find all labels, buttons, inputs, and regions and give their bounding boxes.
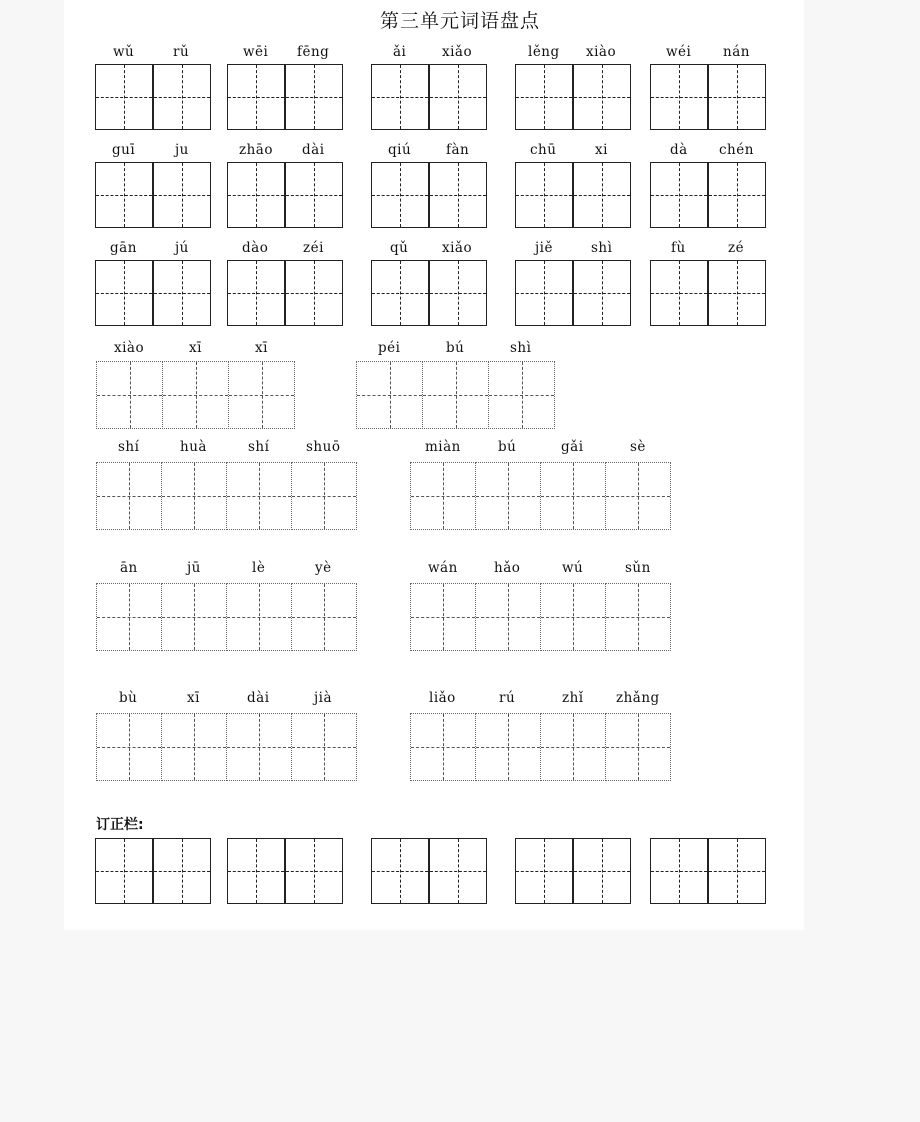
writing-cell [540, 713, 606, 781]
pinyin-label: ǎi [393, 44, 407, 60]
pinyin-label: lè [252, 560, 266, 576]
pinyin-label: lěng [528, 44, 560, 60]
writing-cell [291, 462, 357, 530]
pinyin-label: qiú [388, 142, 412, 158]
writing-cell [96, 361, 163, 429]
pinyin-label: fēng [297, 44, 330, 60]
pinyin-label: miàn [425, 439, 461, 455]
writing-cell [488, 361, 555, 429]
writing-cell [475, 583, 541, 651]
writing-cell [422, 361, 489, 429]
writing-cell [153, 838, 211, 904]
pinyin-label: gān [110, 240, 137, 256]
writing-cell [650, 838, 708, 904]
pinyin-label: shí [118, 439, 140, 455]
writing-cell [708, 838, 766, 904]
pinyin-label: xiǎo [442, 240, 473, 256]
pinyin-label: zhāo [239, 142, 273, 158]
pinyin-label: wǔ [113, 44, 135, 60]
pinyin-label: ān [120, 560, 138, 576]
writing-cell [95, 64, 153, 130]
writing-cell [96, 583, 162, 651]
writing-cell [605, 462, 671, 530]
pinyin-label: chū [530, 142, 557, 158]
writing-cell [573, 260, 631, 326]
writing-cell [540, 462, 606, 530]
pinyin-label: wēi [243, 44, 269, 60]
writing-cell [227, 64, 285, 130]
writing-cell [371, 838, 429, 904]
pinyin-label: zhǎng [616, 690, 660, 706]
pinyin-label: hǎo [494, 560, 521, 576]
pinyin-label: xī [189, 340, 202, 356]
writing-cell [515, 260, 573, 326]
writing-cell [227, 260, 285, 326]
writing-cell [96, 462, 162, 530]
pinyin-label: wéi [666, 44, 692, 60]
writing-cell [227, 838, 285, 904]
writing-cell [410, 583, 476, 651]
page-title: 第三单元词语盘点 [379, 10, 540, 32]
writing-cell [95, 838, 153, 904]
writing-cell [161, 583, 227, 651]
pinyin-label: sè [630, 439, 646, 455]
writing-cell [410, 462, 476, 530]
writing-cell [291, 583, 357, 651]
writing-cell [708, 64, 766, 130]
writing-cell [226, 462, 292, 530]
pinyin-label: chén [719, 142, 754, 158]
pinyin-label: zé [728, 240, 745, 256]
writing-cell [429, 260, 487, 326]
writing-cell [226, 583, 292, 651]
pinyin-label: xī [255, 340, 268, 356]
correction-label: 订正栏: [96, 817, 144, 833]
writing-cell [650, 260, 708, 326]
pinyin-label: xi [595, 142, 608, 158]
writing-cell [540, 583, 606, 651]
writing-cell [153, 162, 211, 228]
writing-cell [650, 64, 708, 130]
writing-cell [285, 64, 343, 130]
writing-cell [371, 64, 429, 130]
writing-cell [226, 713, 292, 781]
writing-cell [429, 64, 487, 130]
pinyin-label: wán [428, 560, 458, 576]
pinyin-label: qǔ [390, 240, 409, 256]
pinyin-label: jià [314, 690, 333, 706]
writing-cell [708, 260, 766, 326]
writing-cell [96, 713, 162, 781]
writing-cell [285, 260, 343, 326]
pinyin-label: xiǎo [442, 44, 473, 60]
writing-cell [356, 361, 423, 429]
pinyin-label: wú [562, 560, 584, 576]
pinyin-label: fù [671, 240, 686, 256]
writing-cell [291, 713, 357, 781]
pinyin-label: yè [315, 560, 332, 576]
pinyin-label: nán [723, 44, 750, 60]
pinyin-label: shuō [306, 439, 341, 455]
writing-cell [161, 713, 227, 781]
pinyin-label: guī [112, 142, 136, 158]
pinyin-label: bù [119, 690, 138, 706]
writing-cell [650, 162, 708, 228]
writing-cell [95, 162, 153, 228]
writing-cell [285, 162, 343, 228]
pinyin-label: bú [446, 340, 465, 356]
writing-cell [605, 583, 671, 651]
writing-cell [475, 462, 541, 530]
writing-cell [285, 838, 343, 904]
pinyin-label: jiě [535, 240, 553, 256]
pinyin-label: dà [670, 142, 688, 158]
writing-cell [605, 713, 671, 781]
pinyin-label: ju [175, 142, 189, 158]
pinyin-label: dài [247, 690, 270, 706]
pinyin-label: bú [498, 439, 517, 455]
pinyin-label: shí [248, 439, 270, 455]
pinyin-label: xī [187, 690, 200, 706]
writing-cell [95, 260, 153, 326]
pinyin-label: huà [180, 439, 207, 455]
writing-cell [573, 838, 631, 904]
writing-cell [371, 162, 429, 228]
pinyin-label: zéi [303, 240, 324, 256]
pinyin-label: péi [378, 340, 401, 356]
pinyin-label: zhǐ [562, 690, 584, 706]
writing-cell [429, 838, 487, 904]
pinyin-label: dài [302, 142, 325, 158]
pinyin-label: gǎi [561, 439, 584, 455]
pinyin-label: shì [510, 340, 532, 356]
pinyin-label: sǔn [625, 560, 651, 576]
pinyin-label: jú [175, 240, 189, 256]
writing-cell [708, 162, 766, 228]
writing-cell [429, 162, 487, 228]
writing-cell [371, 260, 429, 326]
writing-cell [573, 162, 631, 228]
pinyin-label: shì [591, 240, 613, 256]
writing-cell [515, 64, 573, 130]
writing-cell [515, 838, 573, 904]
pinyin-label: fàn [446, 142, 470, 158]
pinyin-label: liǎo [429, 690, 456, 706]
writing-cell [153, 64, 211, 130]
writing-cell [162, 361, 229, 429]
writing-cell [228, 361, 295, 429]
writing-cell [153, 260, 211, 326]
pinyin-label: xiào [586, 44, 617, 60]
pinyin-label: jū [187, 560, 201, 576]
writing-cell [410, 713, 476, 781]
writing-cell [161, 462, 227, 530]
pinyin-label: dào [242, 240, 269, 256]
writing-cell [515, 162, 573, 228]
writing-cell [227, 162, 285, 228]
writing-cell [475, 713, 541, 781]
pinyin-label: xiào [114, 340, 145, 356]
pinyin-label: rǔ [173, 44, 190, 60]
pinyin-label: rú [499, 690, 516, 706]
writing-cell [573, 64, 631, 130]
